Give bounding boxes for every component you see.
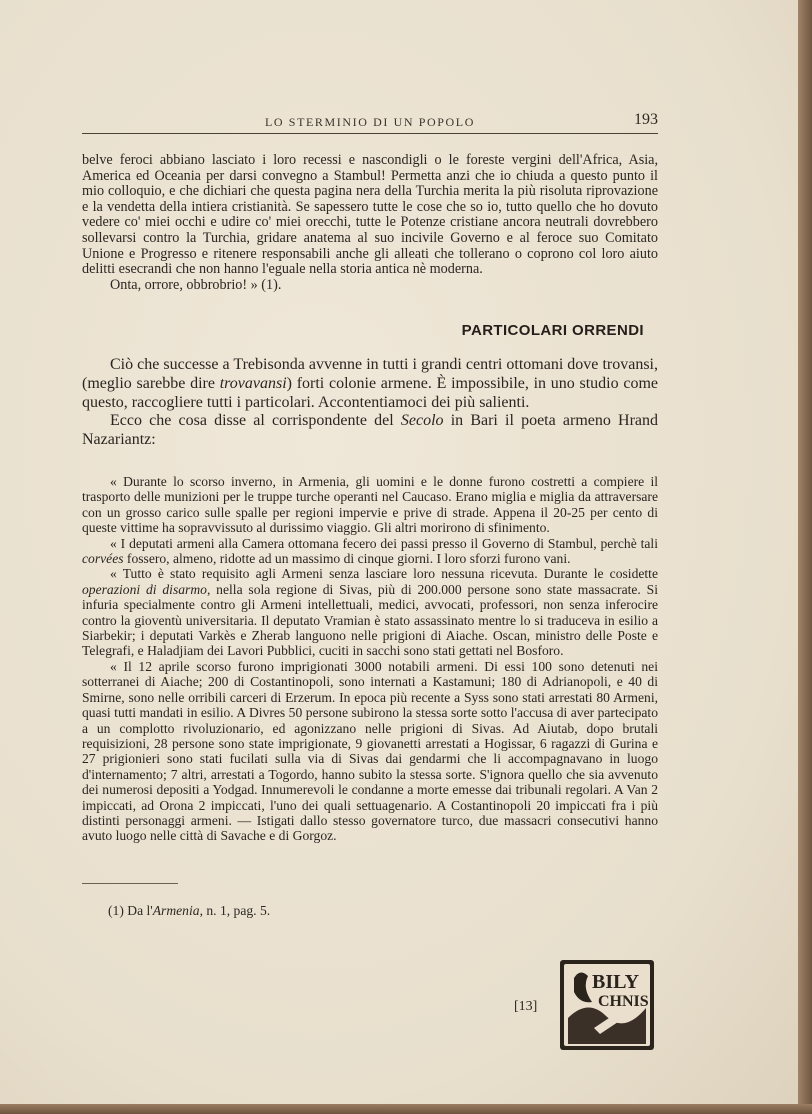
- quote-paragraph: « Il 12 aprile scorso furono imprigionati 3000 notabili armeni. Di essi 100 sono detenuti nei sotterranei di Aiache; 200 di Costantinopoli, sono internati a Kastamuni; 180 di Adrianopoli, e 40 di Smirne, sono nelle orribili carceri di Erzerum. In epoca più recente a Syss sono stati arrestati 80 Armeni, quasi tutti mandati in esilio. A Divres 50 persone subirono la stessa sorte sotto l'accusa di aver partecipato a un complotto rivoluzionario, ed agonizzano nelle prigioni di Sivas. Ad Aiutab, dopo brutali requisizioni, 28 persone sono state imprigionate, 9 giovanetti arrestati a Hogissar, 6 ragazzi di Gurina e 27 prigionieri sono stati fucilati sulla via di Sivas dai gendarmi che li accompagnavano in luogo d'internamento; 7 altri, arrestati a Togordo, hanno subito la stessa sorte. S'ignora quello che sia avvenuto dei numerosi depositi a Yodgad. Innumerevoli le condanne a morte emesse dai tribunali regolari. A Van 2 impiccati, ad Orona 2 impiccati, l'uno dei quali settuagenario. A Costantinopoli 20 impiccati fra i più distinti personaggi armeni. — Istigati dallo stesso governatore turco, due massacri consecutivi hanno avuto luogo nelle città di Savache e di Gorgoz.: [82, 658, 658, 844]
- binding-edge: [798, 0, 812, 1114]
- running-title: LO STERMINIO DI UN POPOLO: [265, 115, 475, 129]
- page-bottom-edge: [0, 1104, 812, 1114]
- bilychnis-emblem-icon: [558, 958, 656, 1052]
- closing-exclamation: Onta, orrore, obbrobrio! » (1).: [110, 276, 282, 293]
- interview-intro-paragraph: Ecco che cosa disse al corrispondente del Secolo in Bari il poeta armeno Hrand Nazariantz:: [82, 412, 659, 449]
- newspaper-name: Secolo: [400, 412, 444, 430]
- italic-word: trovavansi: [219, 374, 287, 392]
- page-header: [82, 111, 658, 134]
- footnote: (1) Da l'Armenia, n. 1, pag. 5.: [108, 903, 271, 918]
- quote-paragraph: « Tutto è stato requisito agli Armeni senza lasciare loro nessuna ricevuta. Durante le cosidette operazioni di disarmo, nella sola regione di Sivas, più di 200.000 persone sono state massacrate. Si infuria specialmente contro gli Armeni intellettuali, medici, avvocati, professori, non senza inferocire contro la gioventù universitaria. Il deputato Vramian è stato assassinato mentre lo si traduceva in esilio a Siarbekir; i deputati Varkès e Zherab languono nelle prigioni di Aiache. Oscan, ministro delle Poste e Telegrafi, e Haladjiam dei Lavori Pubblici, cuciti in sacchi sono stati gettati nel Bosforo.: [82, 566, 658, 659]
- footnote-divider: [82, 883, 178, 884]
- quote-paragraph: « I deputati armeni alla Camera ottomana fecero dei passi presso il Governo di Stambul, perchè tali corvées fossero, almeno, ridotte ad un massimo di cinque giorni. I loro sforzi furono vani.: [82, 535, 658, 567]
- intro-text: [82, 356, 658, 450]
- svg-text:CHNIS: CHNIS: [598, 993, 649, 1010]
- quoted-testimony: [82, 474, 658, 844]
- continuation-text: [82, 153, 658, 293]
- page-number: 193: [634, 111, 658, 128]
- quote-paragraph: « Durante lo scorso inverno, in Armenia, gli uomini e le donne furono costretti a compiere il trasporto delle munizioni per le truppe turche operanti nel Caucaso. Erano miglia e miglia da attraversare con un grosso carico sulle spalle per regioni impervie e prive di strade. Appena il 20-25 per cento di queste vittime ha sopravvissuto al durissimo viaggio. Gli altri morirono di sfinimento.: [82, 474, 658, 536]
- sheet-signature: [13]: [514, 999, 538, 1014]
- section-heading: PARTICOLARI ORRENDI: [461, 322, 644, 339]
- intro-paragraph: Ciò che successe a Trebisonda avvenne in tutti i grandi centri ottomani dove trovansi, (meglio sarebbe dire trovavansi) forti colonie armene. È impossibile, in uno studio come questo, raccogliere tutti i particolari. Accontentiamoci dei più salienti.: [82, 356, 659, 411]
- svg-text:BILY: BILY: [592, 971, 640, 993]
- continuation-paragraph: belve feroci abbiano lasciato i loro recessi e nascondigli o le foreste vergini dell'Africa, Asia, America ed Oceania per darsi convegno a Stambul! Permetta anzi che io chiuda a questo punto il mio colloquio, e che dichiari che questa pagina nera della Turchia merita la più risoluta riprovazione e la vendetta della intiera cristianità. Se sapessero tutte le cose che so io, tutto quello che ho dovuto vedere co' miei occhi e udire co' miei orecchi, tutte le Potenze cristiane ancora neutrali dovrebbero sollevarsi contro la Turchia, gridare anatema al suo incivile Governo e al feroce suo Comitato Unione e Progresso e ritenere responsabili anche gli alleati che tollerano o coprono col loro aiuto delitti esecrandi che non hanno l'eguale nella storia antica nè moderna.: [82, 152, 658, 278]
